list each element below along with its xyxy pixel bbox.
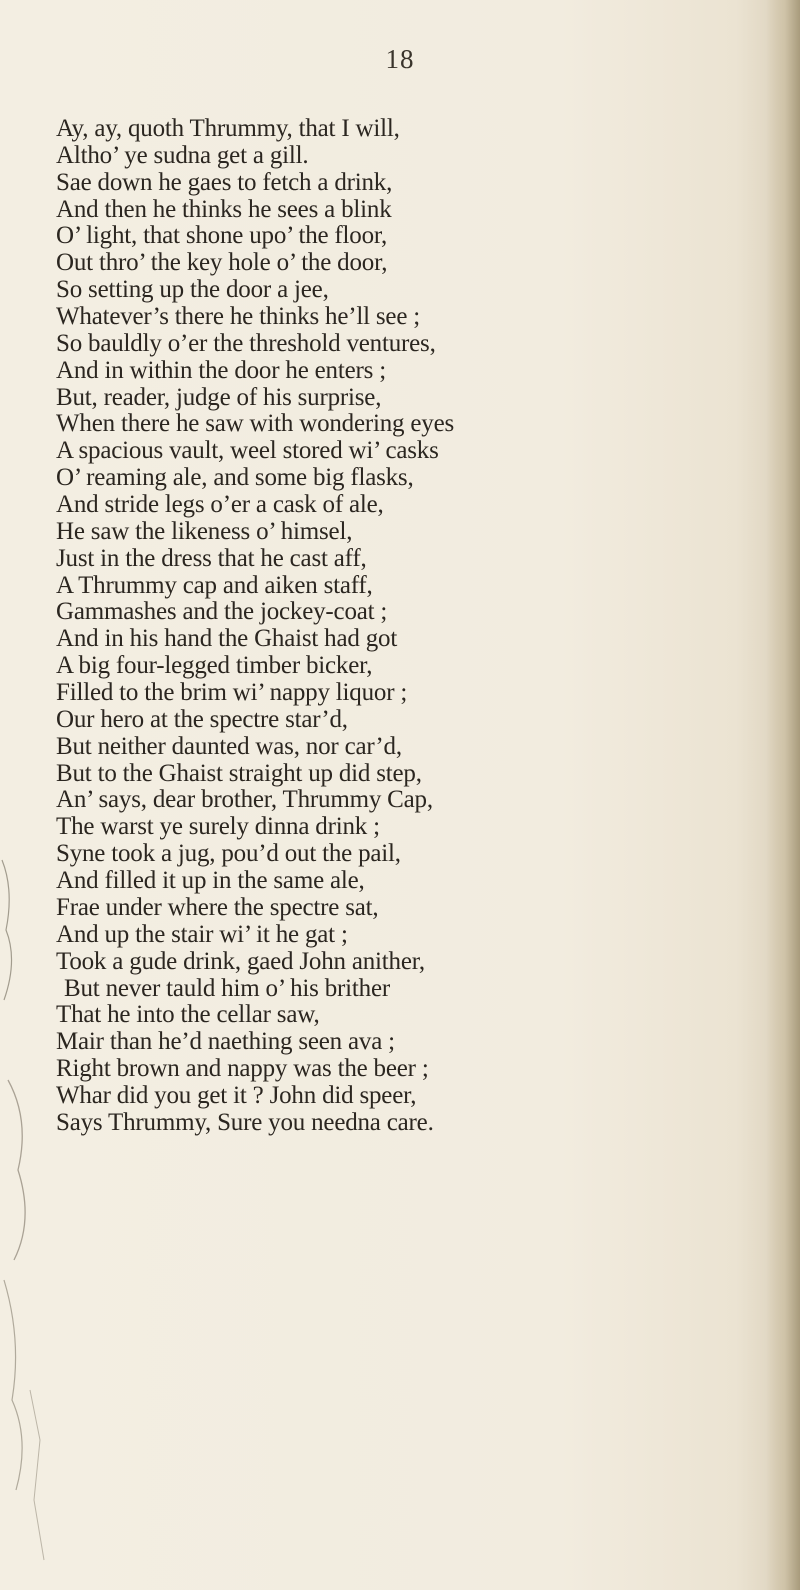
poem-line: A spacious vault, weel stored wi’ casks [56,438,439,465]
poem-text [56,116,776,1137]
poem-line: Ay, ay, quoth Thrummy, that I will, [56,116,400,142]
poem-line: Frae under where the spectre sat, [56,894,379,921]
poem-line: Whatever’s there he thinks he’ll see ; [56,304,421,331]
poem-line: Whar did you get it ? John did speer, [56,1082,417,1109]
poem-line: O’ light, that shone upo’ the floor, [56,223,388,250]
poem-line: And in his hand the Ghaist had got [56,626,398,653]
poem-line: And filled it up in the same ale, [56,868,365,895]
left-margin-marks [0,700,60,1590]
poem-line: Says Thrummy, Sure you needna care. [56,1109,434,1136]
poem-line: Sae down he gaes to fetch a drink, [56,169,393,196]
poem-line: And in within the door he enters ; [56,357,386,384]
poem-line: But, reader, judge of his surprise, [56,384,382,411]
poem-line: O’ reaming ale, and some big flasks, [56,465,414,492]
poem-line: A big four-legged timber bicker, [56,653,373,680]
poem-line: Right brown and nappy was the beer ; [56,1056,429,1083]
poem-line: When there he saw with wondering eyes [56,411,455,438]
poem-line: Just in the dress that he cast aff, [56,545,367,572]
poem-line: So setting up the door a jee, [56,277,329,304]
poem-line: So bauldly o’er the threshold ventures, [56,330,436,357]
poem-line: And up the stair wi’ it he gat ; [56,921,348,948]
poem-line: And stride legs o’er a cask of ale, [56,492,384,519]
poem-line: Out thro’ the key hole o’ the door, [56,250,388,277]
poem-line: The warst ye surely dinna drink ; [56,814,380,841]
poem-line: Syne took a jug, pou’d out the pail, [56,841,401,868]
poem-line: Mair than he’d naething seen ava ; [56,1029,395,1056]
poem-line: An’ says, dear brother, Thrummy Cap, [56,787,433,814]
poem-line: But neither daunted was, nor car’d, [56,733,402,760]
poem-line: But to the Ghaist straight up did step, [56,760,422,787]
poem-line: Our hero at the spectre star’d, [56,706,348,733]
poem-line: Filled to the brim wi’ nappy liquor ; [56,680,408,707]
page-number: 18 [385,44,415,74]
poem-line: A Thrummy cap and aiken staff, [56,572,373,599]
poem-line: And then he thinks he sees a blink [56,196,392,223]
poem-line: But never tauld him o’ his brither [64,975,391,1002]
poem-line: Gammashes and the jockey-coat ; [56,599,388,626]
poem-line: He saw the likeness o’ himsel, [56,518,353,545]
poem-line: Altho’ ye sudna get a gill. [56,142,309,169]
poem-line: That he into the cellar saw, [56,1002,320,1029]
poem-line: Took a gude drink, gaed John anither, [56,948,425,975]
